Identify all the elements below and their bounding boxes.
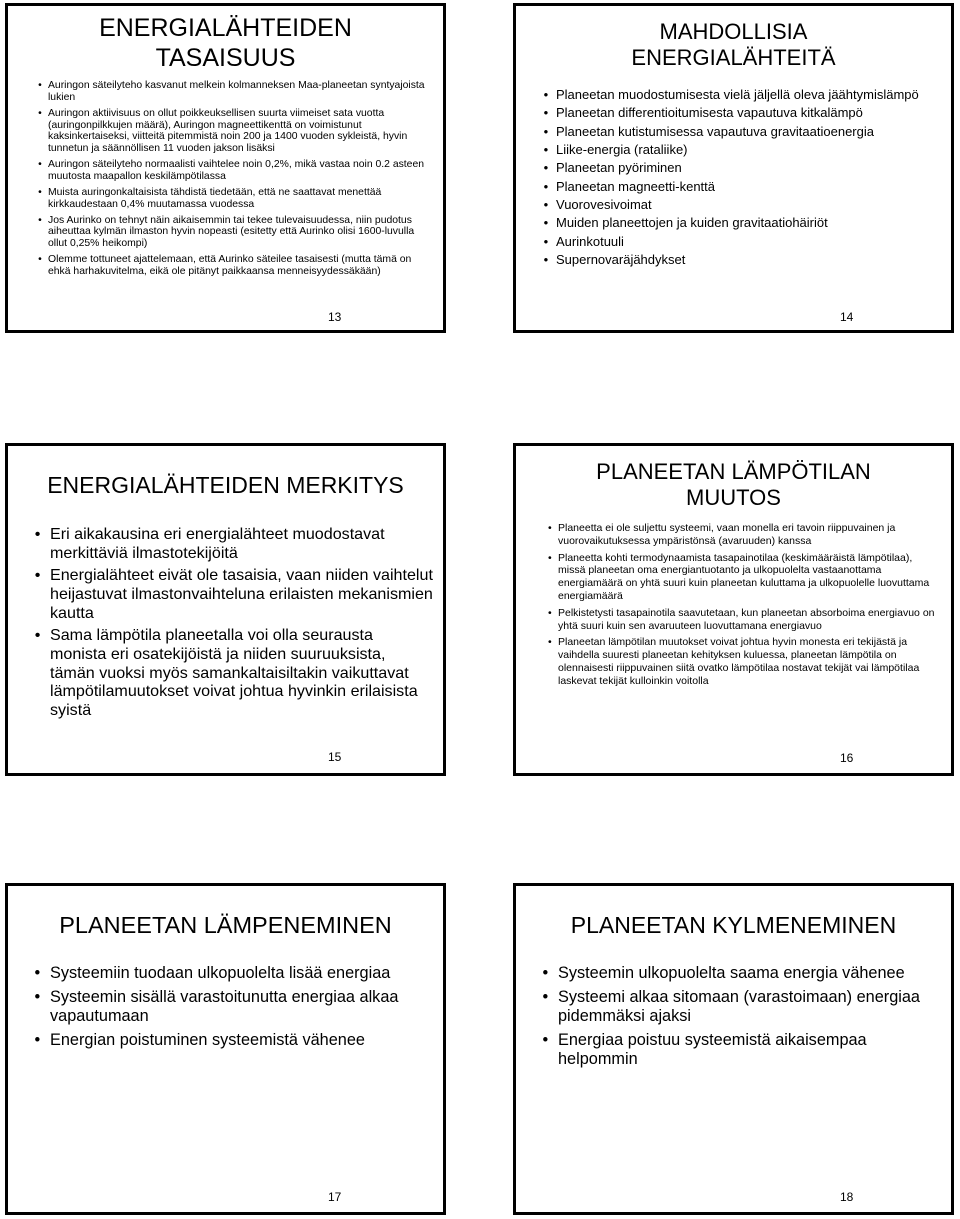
bullet-item: • Systeemi alkaa sitomaan (varastoimaan) energiaa pidemmäksi ajaksi — [558, 988, 941, 1027]
title-line: ENERGIALÄHTEIDEN MERKITYS — [47, 472, 404, 498]
bullet-item: • Auringon aktiivisuus on ollut poikkeuksellisen suurta viimeiset sata vuotta (auringonpilkkujen määrä), Auringon magneettikenttä on voimistunut kaksinkertaiseksi, viitteitä pitemmistä noin 200 ja 1400 vuoden sykleistä, hyvin tunnetun ja säännöllisen 11 vuoden jakson lisäksi — [48, 108, 435, 155]
slide-18 — [513, 883, 954, 1215]
bullet-item: • Liike-energia (rataliike) — [556, 142, 941, 157]
bullet-item: • Supernovaräjähdykset — [556, 252, 941, 267]
bullet-item: • Planeetan kutistumisessa vapautuva gravitaatioenergia — [556, 124, 941, 139]
slide-title — [8, 6, 443, 73]
bullet-item: • Energiaa poistuu systeemistä aikaisempaa helpommin — [558, 1031, 941, 1070]
bullet-item: • Eri aikakausina eri energialähteet muodostavat merkittäviä ilmastotekijöitä — [50, 525, 433, 562]
title-line: TASAISUUS — [155, 43, 296, 72]
bullet-item: • Jos Aurinko on tehnyt näin aikaisemmin tai tekee tulevaisuudessa, niin pudotus aiheuttaa kylmän ilmaston hyvin nopeasti (esitetty että Aurinko olisi 1600-luvulla ollut 0,25% heikompi) — [48, 215, 435, 251]
slide-title — [516, 446, 951, 511]
bullet-item: • Systeemin ulkopuolelta saama energia vähenee — [558, 964, 941, 984]
bullet-item: • Systeemiin tuodaan ulkopuolelta lisää energiaa — [50, 964, 433, 984]
title-line: PLANEETAN LÄMPENEMINEN — [59, 912, 392, 938]
bullet-item: • Energian poistuminen systeemistä vähenee — [50, 1031, 433, 1051]
page-number: 17 — [328, 1190, 342, 1204]
title-line: PLANEETAN KYLMENEMINEN — [570, 912, 897, 938]
bullet-list — [50, 964, 433, 1054]
bullet-item: • Muiden planeettojen ja kuiden gravitaatiohäiriöt — [556, 215, 941, 230]
bullet-item: • Planeetan magneetti-kenttä — [556, 179, 941, 194]
bullet-item: • Muista auringonkaltaisista tähdistä tiedetään, että ne saattavat menettää kirkkaudestaan 0,4% muutamassa vuodessa — [48, 187, 435, 211]
bullet-item: • Planeetan differentioitumisesta vapautuva kitkalämpö — [556, 105, 941, 120]
bullet-item: • Planeetan muodostumisesta vielä jäljellä oleva jäähtymislämpö — [556, 87, 941, 102]
slide-16 — [513, 443, 954, 776]
slide-13 — [5, 3, 446, 333]
slide-15 — [5, 443, 446, 776]
bullet-item: • Planeetan lämpötilan muutokset voivat johtua hyvin monesta eri tekijästä ja vaihdella suuresti planeetan kehityksen kuluessa, planeetan lämpötila on olennaisesti riippuvainen siitä ovatko lämpötilaa nostavat tekijät vai lämpötilaa laskevat tekijät kulloinkin voitolla — [558, 636, 939, 687]
page-number: 15 — [328, 750, 342, 764]
slide-title — [516, 886, 951, 939]
bullet-item: • Systeemin sisällä varastoitunutta energiaa alkaa vapautumaan — [50, 988, 433, 1027]
page-number: 18 — [840, 1190, 854, 1204]
bullet-item: • Vuorovesivoimat — [556, 197, 941, 212]
bullet-list — [48, 80, 435, 282]
title-line: ENERGIALÄHTEITÄ — [631, 44, 836, 70]
title-line: PLANEETAN LÄMPÖTILAN — [596, 459, 871, 484]
title-line: MUUTOS — [686, 484, 781, 510]
title-line: ENERGIALÄHTEIDEN — [99, 14, 352, 42]
page-number: 16 — [840, 751, 854, 765]
slide-title — [8, 886, 443, 940]
title-line: MAHDOLLISIA — [659, 19, 808, 44]
bullet-item: • Sama lämpötila planeetalla voi olla seurausta monista eri osatekijöistä ja niiden suuruuksista, tämän vuoksi myös samankaltaisiltakin vaikuttavat lämpötilamuutokset voivat johtua hyvinkin erilaisista syistä — [50, 626, 433, 719]
bullet-list — [558, 964, 941, 1074]
page-number: 14 — [840, 310, 854, 324]
bullet-item: • Auringon säteilyteho kasvanut melkein kolmanneksen Maa-planeetan syntyajoista lukien — [48, 80, 435, 104]
bullet-list — [556, 87, 941, 270]
bullet-item: • Energialähteet eivät ole tasaisia, vaan niiden vaihtelut heijastuvat ilmastonvaihteluna erilaisten mekanismien kautta — [50, 566, 433, 622]
page-number: 13 — [328, 310, 342, 324]
bullet-list — [50, 525, 433, 724]
bullet-item: • Aurinkotuuli — [556, 234, 941, 249]
slide-title — [516, 6, 951, 71]
bullet-item: • Planeetta ei ole suljettu systeemi, vaan monella eri tavoin riippuvainen ja vuorovaikutuksessa ympäristönsä (avaruuden) kanssa — [558, 522, 939, 548]
slide-title — [8, 446, 443, 499]
bullet-item: • Planeetan pyöriminen — [556, 160, 941, 175]
bullet-item: • Planeetta kohti termodynaamista tasapainotilaa (keskimääräistä lämpötilaa), missä planeetan oma energiantuotanto ja ulkopuolelta vastaanottama energiamäärä on yhtä suuri kuin planeetan kuluttama ja ulkopuolelle luovuttama energiamäärä — [558, 552, 939, 603]
bullet-item: • Olemme tottuneet ajattelemaan, että Aurinko säteilee tasaisesti (mutta tämä on ehkä harhakuvitelma, eikä ole pitänyt paikkaansa menneisyydessäkään) — [48, 254, 435, 278]
bullet-list — [558, 522, 939, 692]
slide-14 — [513, 3, 954, 333]
bullet-item: • Auringon säteilyteho normaalisti vaihtelee noin 0,2%, mikä vastaa noin 0.2 asteen muutosta maapallon keskilämpötilassa — [48, 159, 435, 183]
slide-17 — [5, 883, 446, 1215]
bullet-item: • Pelkistetysti tasapainotila saavutetaan, kun planeetan absorboima energiavuo on yhtä suuri kuin sen avaruuteen luovuttamana energiavuo — [558, 607, 939, 633]
